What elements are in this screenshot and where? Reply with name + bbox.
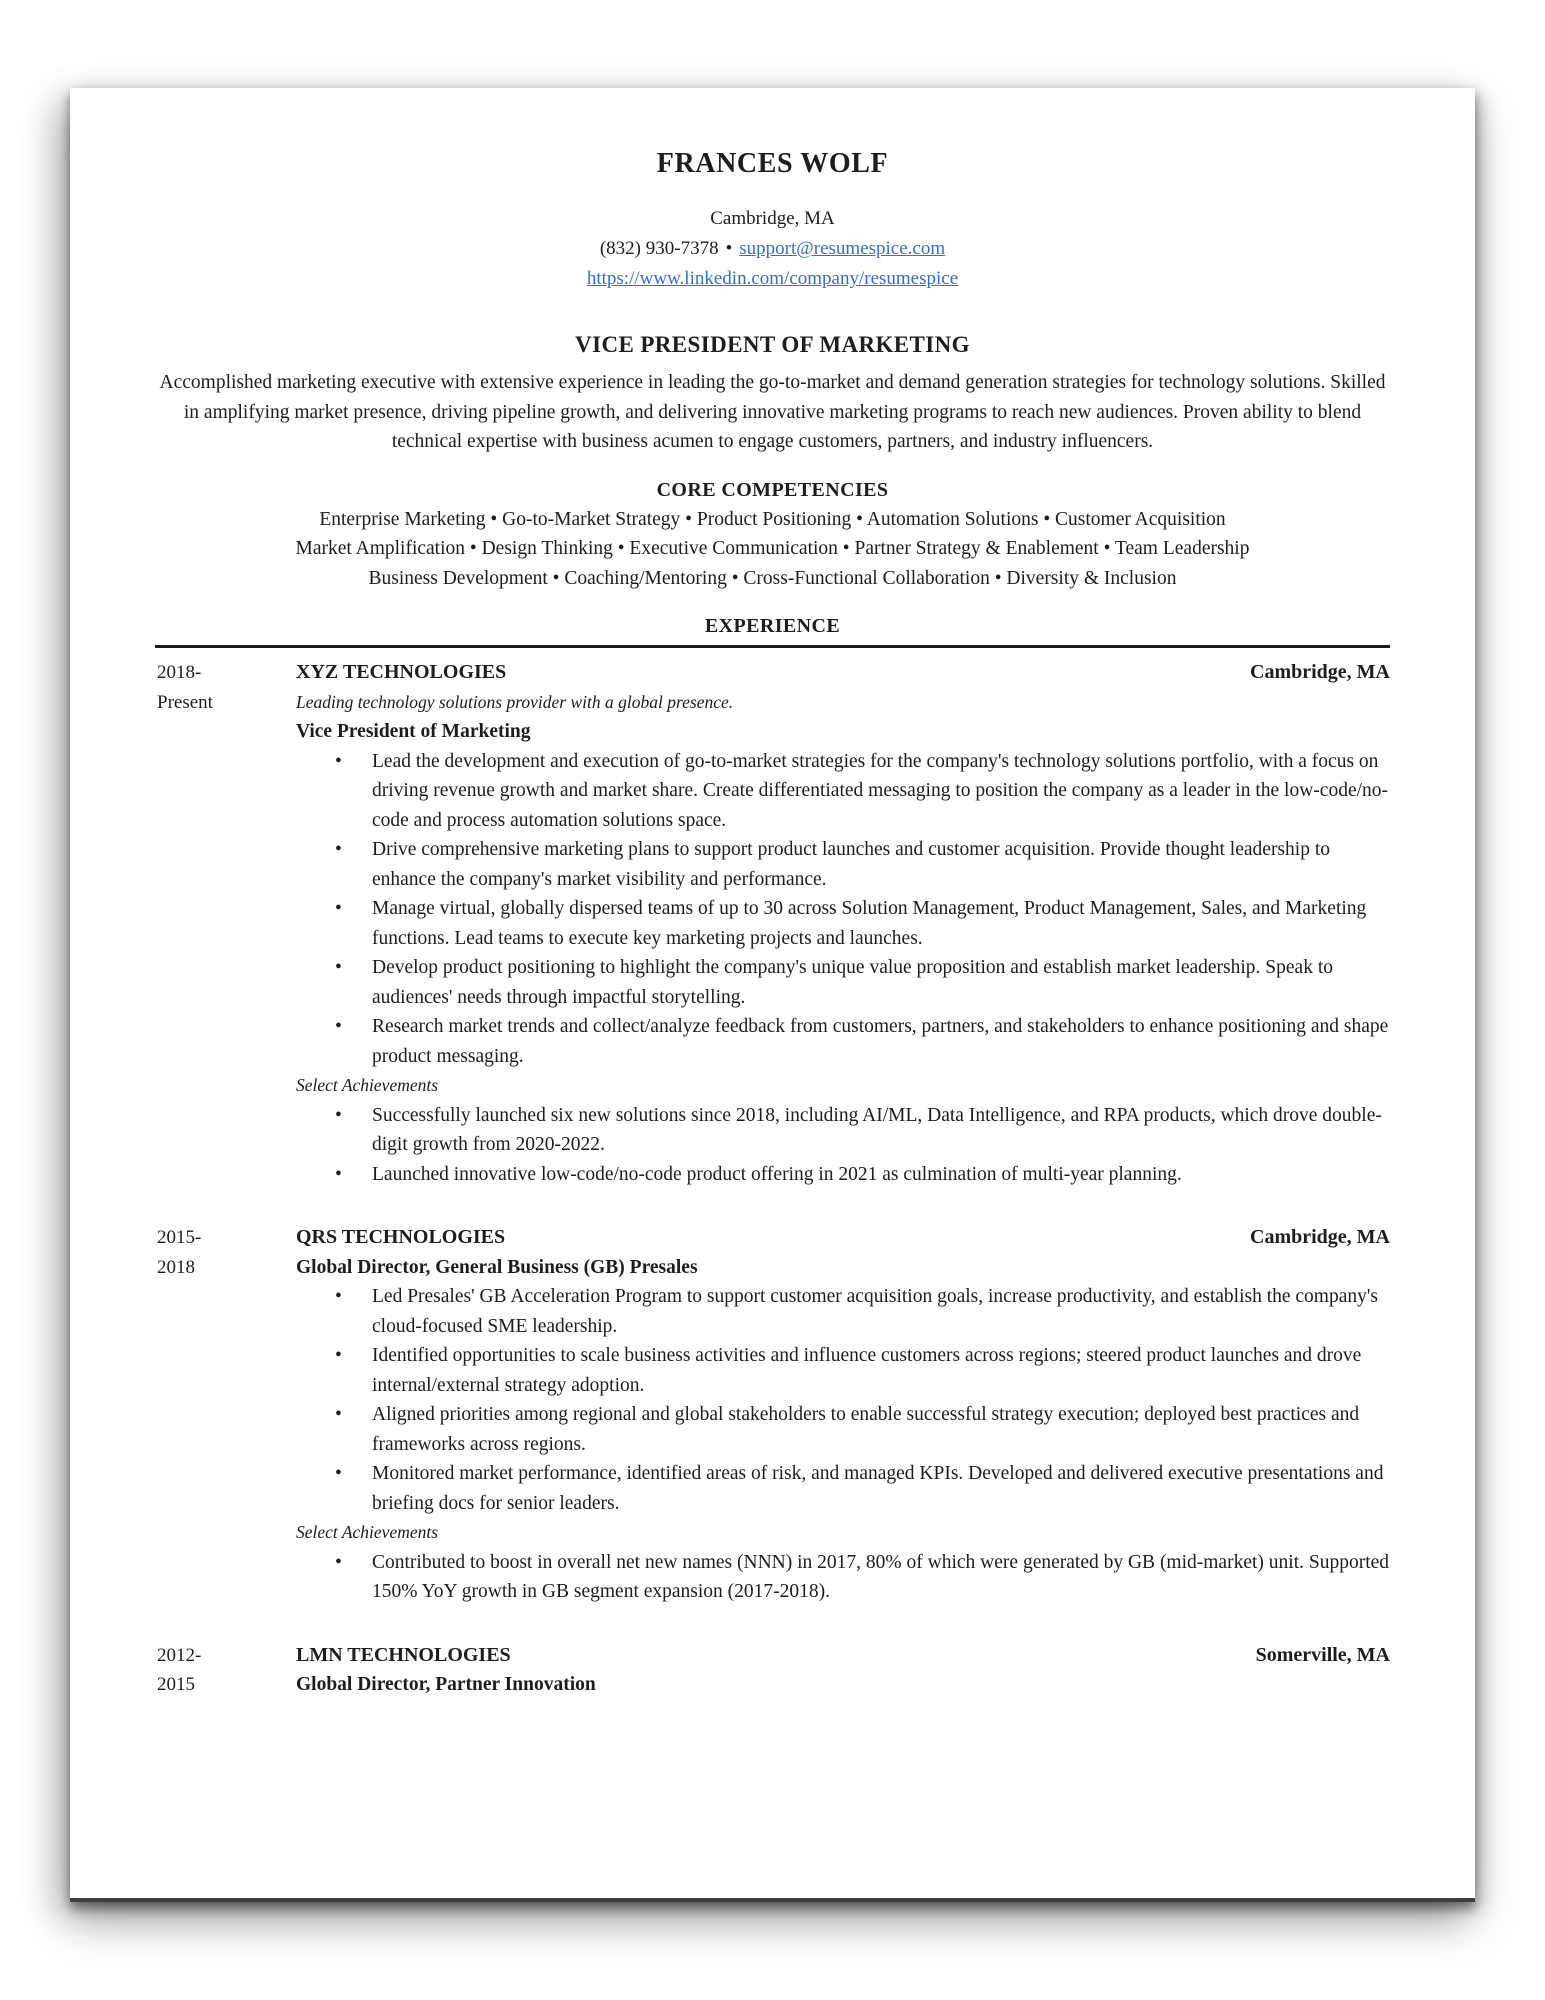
job-location: Cambridge, MA xyxy=(1250,661,1390,683)
bullet-text: Successfully launched six new solutions since 2018, including AI/ML, Data Intelligence, and RPA products, which drove double-digit growth from 2020-2022. xyxy=(372,1104,1382,1155)
bullet-text: Identified opportunities to scale business activities and influence customers across regions; steered product launches and drove internal/external strategy adoption. xyxy=(372,1345,1362,1396)
contact-line xyxy=(155,234,1390,264)
professional-summary: Accomplished marketing executive with extensive experience in leading the go-to-market and demand generation strategies for technology solutions. Skilled in amplifying market presence, driving pipeline growth, and delivering innovative marketing programs to reach new audiences. Proven ability to blend technical expertise with business acumen to engage customers, partners, and industry influencers. xyxy=(159,372,1386,452)
bullet-dot-icon: • xyxy=(335,1345,342,1366)
bullet-item xyxy=(296,1160,1390,1190)
separator-dot-icon: • xyxy=(725,238,733,259)
phone-number: (832) 930-7378 xyxy=(599,238,719,259)
job-company-description: Leading technology solutions provider with a global presence. xyxy=(296,691,734,712)
job-date: 2018 xyxy=(157,1256,195,1278)
job-main xyxy=(296,658,1390,1189)
bullet-dot-icon: • xyxy=(335,1463,342,1484)
bullet-text: Research market trends and collect/analyze feedback from customers, partners, and stakeholders to enhance positioning and shape product messaging. xyxy=(372,1016,1389,1067)
bullet-item xyxy=(296,1400,1390,1459)
bullet-item xyxy=(296,1548,1390,1607)
bullet-dot-icon: • xyxy=(335,1286,342,1307)
bullet-text: Contributed to boost in overall net new names (NNN) in 2017, 80% of which were generated by GB (mid-market) unit. Supported 150% YoY growth in GB segment expansion (2017-2018). xyxy=(372,1551,1390,1602)
job-entry xyxy=(155,1641,1390,1700)
job-role: Vice President of Marketing xyxy=(296,721,531,742)
bullet-item xyxy=(296,953,1390,1012)
email-link[interactable]: support@resumespice.com xyxy=(739,238,946,259)
bullet-text: Lead the development and execution of go-to-market strategies for the company's technology solutions portfolio, with a focus on driving revenue growth and market share. Create differentiated messaging to position the company as a leader in the low-code/no-code and process automation solutions space. xyxy=(372,750,1389,831)
job-date: Present xyxy=(157,691,213,713)
bullet-dot-icon: • xyxy=(335,1551,342,1573)
job-header xyxy=(296,1641,1390,1671)
experience-heading: EXPERIENCE xyxy=(704,615,841,637)
bullet-text: Aligned priorities among regional and global stakeholders to enable successful strategy execution; deployed best practices and frameworks across regions. xyxy=(372,1404,1360,1455)
candidate-name: FRANCES WOLF xyxy=(656,148,889,179)
bullet-item xyxy=(296,894,1390,953)
bullet-dot-icon: • xyxy=(335,957,342,978)
jobs-list xyxy=(155,658,1390,1700)
bullet-dot-icon: • xyxy=(335,1404,342,1425)
job-date: 2018- xyxy=(157,662,202,683)
job-location: Cambridge, MA xyxy=(1250,1226,1390,1248)
job-bullets xyxy=(296,747,1390,1072)
resume-title: VICE PRESIDENT OF MARKETING xyxy=(575,332,970,357)
job-date: 2012- xyxy=(157,1644,202,1666)
core-competencies-heading: CORE COMPETENCIES xyxy=(656,478,889,501)
job-header xyxy=(296,1223,1390,1253)
bullet-dot-icon: • xyxy=(335,1104,342,1126)
achievements-list xyxy=(296,1101,1390,1190)
job-date: 2015 xyxy=(157,1674,195,1695)
bullet-dot-icon: • xyxy=(335,898,342,919)
linkedin-link[interactable]: https://www.linkedin.com/company/resumespice xyxy=(586,268,959,289)
bullet-dot-icon: • xyxy=(335,1016,342,1037)
job-entry xyxy=(155,658,1390,1189)
achievements-list xyxy=(296,1548,1390,1607)
job-role: Global Director, General Business (GB) Presales xyxy=(296,1256,698,1278)
competency-line: Business Development • Coaching/Mentoring • Cross-Functional Collaboration • Diversity & Inclusion xyxy=(368,567,1177,589)
job-dates xyxy=(155,1223,296,1282)
bullet-item xyxy=(296,1282,1390,1341)
job-dates xyxy=(155,1641,296,1700)
job-company: LMN TECHNOLOGIES xyxy=(296,1643,511,1666)
achievements-label: Select Achievements xyxy=(296,1522,439,1542)
job-header xyxy=(296,658,1390,688)
bullet-text: Led Presales' GB Acceleration Program to support customer acquisition goals, increase productivity, and establish the company's cloud-focused SME leadership. xyxy=(372,1286,1378,1337)
experience-rule xyxy=(155,645,1390,648)
linkedin-line xyxy=(155,264,1390,294)
competency-line: Enterprise Marketing • Go-to-Market Strategy • Product Positioning • Automation Solutions • Customer Acquisition xyxy=(319,508,1226,530)
bullet-text: Manage virtual, globally dispersed teams of up to 30 across Solution Management, Product Management, Sales, and Marketing functions. Lead teams to execute key marketing projects and launches. xyxy=(372,898,1367,949)
bullet-dot-icon: • xyxy=(335,750,342,772)
achievements-label: Select Achievements xyxy=(296,1075,439,1095)
competency-line: Market Amplification • Design Thinking • Executive Communication • Partner Strategy & Enablement • Team Leadership xyxy=(295,538,1250,559)
bullet-text: Monitored market performance, identified areas of risk, and managed KPIs. Developed and delivered executive presentations and briefing docs for senior leaders. xyxy=(372,1463,1384,1514)
job-location: Somerville, MA xyxy=(1255,1643,1390,1666)
job-entry xyxy=(155,1223,1390,1607)
resume-page xyxy=(70,88,1475,1902)
job-company: XYZ TECHNOLOGIES xyxy=(296,661,507,683)
job-company: QRS TECHNOLOGIES xyxy=(296,1226,506,1248)
candidate-location: Cambridge, MA xyxy=(710,208,835,229)
bullet-text: Drive comprehensive marketing plans to support product launches and customer acquisition. Provide thought leadership to enhance the company's market visibility and performance. xyxy=(372,839,1330,890)
resume-header xyxy=(155,146,1390,641)
job-date: 2015- xyxy=(157,1227,202,1248)
bullet-text: Launched innovative low-code/no-code product offering in 2021 as culmination of multi-year planning. xyxy=(372,1163,1182,1185)
bullet-text: Develop product positioning to highlight the company's unique value proposition and establish market leadership. Speak to audiences' needs through impactful storytelling. xyxy=(372,957,1334,1008)
bullet-item xyxy=(296,747,1390,836)
bullet-item xyxy=(296,1101,1390,1160)
job-role: Global Director, Partner Innovation xyxy=(296,1674,596,1695)
bullet-dot-icon: • xyxy=(335,839,342,860)
job-main xyxy=(296,1223,1390,1607)
job-bullets xyxy=(296,1282,1390,1518)
bullet-item xyxy=(296,1341,1390,1400)
job-main xyxy=(296,1641,1390,1700)
bullet-item xyxy=(296,835,1390,894)
bullet-item xyxy=(296,1012,1390,1071)
job-dates xyxy=(155,658,296,717)
bullet-item xyxy=(296,1459,1390,1518)
bullet-dot-icon: • xyxy=(335,1163,342,1185)
